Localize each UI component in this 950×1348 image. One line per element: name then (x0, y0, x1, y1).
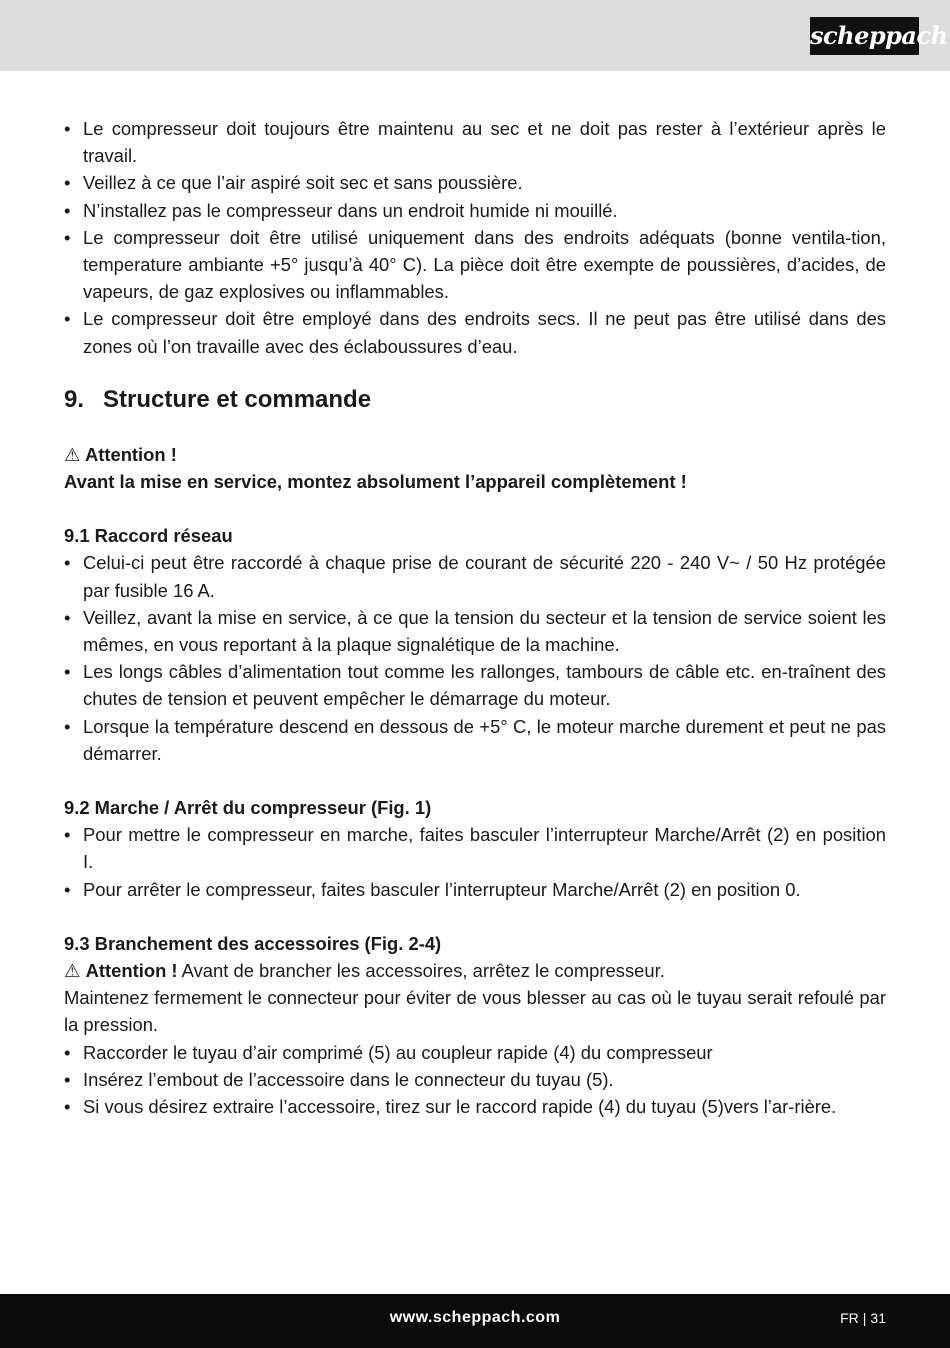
paragraph: Maintenez fermement le connecteur pour éviter de vous blesser au cas où le tuyau serait refoulé par la pression. (64, 987, 886, 1036)
list-item: • Raccorder le tuyau d’air comprimé (5) au coupleur rapide (4) du compresseur (64, 1039, 886, 1066)
attention-text: Avant la mise en service, montez absolument l’appareil complètement ! (64, 471, 687, 493)
warning-icon: ⚠ (64, 443, 81, 465)
list-item: • N’installez pas le compresseur dans un endroit humide ni mouillé. (64, 197, 886, 224)
subsection-title: 9.1 Raccord réseau (64, 525, 233, 547)
list-item: • Lorsque la température descend en dessous de +5° C, le moteur marche durement et peut ne pas démarrer. (64, 713, 886, 767)
intro-bullet-list (64, 115, 886, 360)
attention-line (64, 957, 886, 984)
attention-label: Attention ! (84, 443, 177, 465)
subsection-title: 9.2 Marche / Arrêt du compresseur (Fig. 1) (64, 797, 432, 819)
list-item: • Pour mettre le compresseur en marche, faites basculer l’interrupteur Marche/Arrêt (2) en position I. (64, 821, 886, 875)
website-link[interactable]: www.scheppach.com (389, 1309, 561, 1326)
list-item: • Pour arrêter le compresseur, faites basculer l’interrupteur Marche/Arrêt (2) en position 0. (64, 876, 886, 903)
section-number: 9. (64, 385, 85, 413)
language-code: FR (840, 1310, 859, 1326)
list-item: • Veillez, avant la mise en service, à ce que la tension du secteur et la tension de service soient les mêmes, en vous reportant à la plaque signalétique de la machine. (64, 604, 886, 658)
warning-icon: ⚠ (64, 960, 81, 982)
subsection-bullet-list (64, 549, 886, 767)
list-item: • Celui-ci peut être raccordé à chaque prise de courant de sécurité 220 - 240 V~ / 50 Hz protégée par fusible 16 A. (64, 549, 886, 603)
page-header (0, 0, 950, 71)
page-content (64, 115, 886, 1120)
section-heading (64, 384, 886, 416)
attention-heading (64, 441, 886, 468)
page-indicator (840, 1310, 886, 1326)
section-title: Structure et commande (103, 385, 372, 413)
page-footer (0, 1294, 950, 1348)
page-number: 31 (870, 1310, 886, 1326)
divider: | (862, 1310, 867, 1326)
subsection-bullet-list (64, 821, 886, 903)
brand-logo: scheppach (810, 17, 919, 55)
attention-text: Avant de brancher les accessoires, arrêtez le compresseur. (177, 960, 665, 982)
list-item: • Insérez l’embout de l’accessoire dans le connecteur du tuyau (5). (64, 1066, 886, 1093)
list-item: • Les longs câbles d’alimentation tout comme les rallonges, tambours de câble etc. en-traînent des chutes de tension et peuvent empêcher le démarrage du moteur. (64, 658, 886, 712)
list-item: • Veillez à ce que l’air aspiré soit sec et sans poussière. (64, 169, 886, 196)
subsection-title: 9.3 Branchement des accessoires (Fig. 2-4) (64, 932, 442, 954)
list-item: • Le compresseur doit toujours être maintenu au sec et ne doit pas rester à l’extérieur après le travail. (64, 115, 886, 169)
attention-label: Attention ! (85, 960, 178, 982)
list-item: • Le compresseur doit être employé dans des endroits secs. Il ne peut pas être utilisé dans des zones où l’on travaille avec des éclaboussures d’eau. (64, 305, 886, 359)
list-item: • Le compresseur doit être utilisé uniquement dans des endroits adéquats (bonne ventila-tion, temperature ambiante +5° jusqu’à 40° C). La pièce doit être exempte de poussières, d’acides, de vapeurs, de gaz explosives ou inflammables. (64, 224, 886, 306)
list-item: • Si vous désirez extraire l’accessoire, tirez sur le raccord rapide (4) du tuyau (5)vers l’ar-rière. (64, 1093, 886, 1120)
subsection-bullet-list (64, 1039, 886, 1121)
